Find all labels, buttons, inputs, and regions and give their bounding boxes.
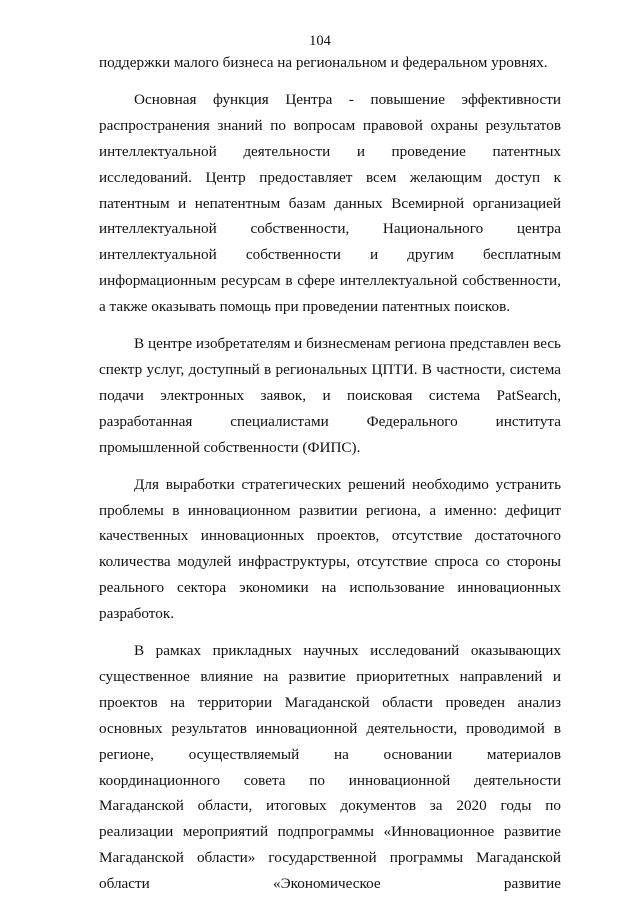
paragraph-continuation: поддержки малого бизнеса на региональном и федеральном уровнях.: [99, 54, 548, 71]
page-number: 104: [309, 33, 331, 49]
paragraph-services: В центре изобретателям и бизнесменам региона представлен весь спектр услуг, доступный в региональных ЦПТИ. В частности, система подачи электронных заявок, и поисковая система PatSearch, разработанная специалистами Федерального института промышленной собственности (ФИПС).: [99, 335, 561, 456]
paragraph-center-function: Основная функция Центра - повышение эффективности распространения знаний по вопросам правовой охраны результатов интеллектуальной деятельности и проведение патентных исследований. Центр предоставляет всем желающим доступ к патентным и непатентным базам данных Всемирной организацией интеллектуальной собственности, Национального центра интеллектуальной собственности и другим бесплатным информационным ресурсам в сфере интеллектуальной собственности, а также оказывать помощь при проведении патентных поисков.: [99, 90, 561, 316]
paragraph-problems: Для выработки стратегических решений необходимо устранить проблемы в инновационном развитии региона, а именно: дефицит качественных инновационных проектов, отсутствие достаточного количества модулей инфраструктуры, отсутствие спроса со стороны реального сектора экономики на использование инновационных разработок.: [99, 475, 561, 623]
document-body: [99, 50, 561, 897]
paragraph-research: В рамках прикладных научных исследований оказывающих существенное влияние на развитие приоритетных направлений и проектов на территории Магаданской области проведен анализ основных результатов инновационной деятельности, проводимой в регионе, осуществляемый на основании материалов координационного совета по инновационной деятельности Магаданской области, итоговых документов за 2020 годы по реализации мероприятий подпрограммы «Инновационное развитие Магаданской области» государственной программы Магаданской области «Экономическое развитие: [99, 642, 561, 893]
